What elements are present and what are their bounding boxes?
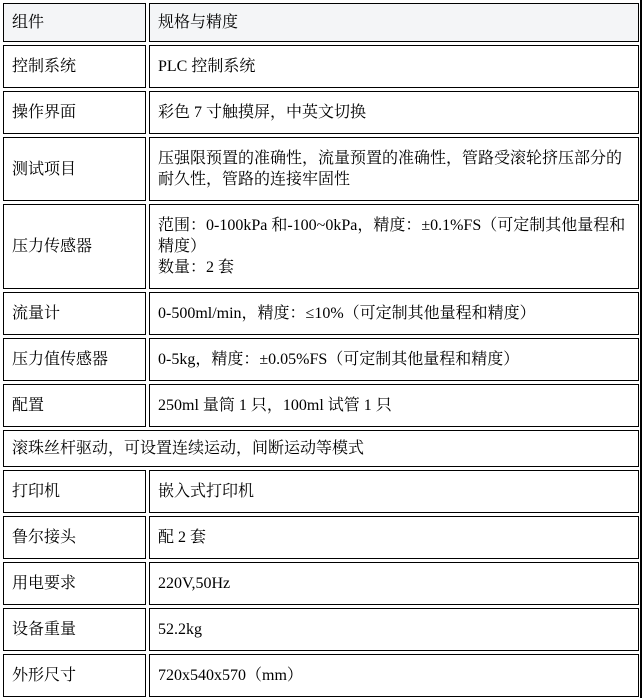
table-row (3, 470, 639, 513)
spec-value-cell (149, 562, 639, 605)
header-spec-cell: 规格与精度 (149, 3, 639, 42)
note-text: 滚珠丝杆驱动，可设置连续运动，间断运动等模式 (12, 440, 365, 457)
table-row (3, 338, 639, 381)
spec-value-cell (149, 384, 639, 427)
spec-value-line: 配 2 套 (158, 529, 207, 546)
spec-value-line: 0-500ml/min，精度：≤10%（可定制其他量程和精度） (158, 305, 536, 322)
table-row (3, 292, 639, 335)
table-row (3, 654, 639, 697)
table-row (3, 45, 639, 88)
component-label-cell: 压力传感器 (3, 204, 146, 289)
spec-value-line: 数量：2 套 (158, 259, 235, 276)
table-row (3, 430, 639, 467)
component-label-cell: 鲁尔接头 (3, 516, 146, 559)
component-label-cell: 用电要求 (3, 562, 146, 605)
spec-value-line: 压强限预置的准确性，流量预置的准确性，管路受滚轮挤压部分的耐久性，管路的连接牢固性 (158, 150, 623, 188)
component-label-cell: 压力值传感器 (3, 338, 146, 381)
spec-value-line: 0-5kg，精度：±0.05%FS（可定制其他量程和精度） (158, 351, 520, 368)
full-width-note-cell (3, 430, 639, 467)
component-label-cell: 配置 (3, 384, 146, 427)
spec-value-cell (149, 204, 639, 289)
component-label-cell: 设备重量 (3, 608, 146, 651)
spec-value-line: 范围：0-100kPa 和-100~0kPa，精度：±0.1%FS（可定制其他量程和精度） (158, 217, 626, 255)
component-label-cell: 打印机 (3, 470, 146, 513)
table-row (3, 384, 639, 427)
table-row (3, 204, 639, 289)
spec-value-cell (149, 91, 639, 134)
spec-value-cell (149, 608, 639, 651)
spec-value-line: 嵌入式打印机 (158, 483, 255, 500)
spec-value-cell (149, 137, 639, 201)
spec-value-cell (149, 654, 639, 697)
component-label-cell: 操作界面 (3, 91, 146, 134)
spec-value-line: 220V,50Hz (158, 575, 231, 592)
spec-value-line: PLC 控制系统 (158, 58, 256, 75)
table-row (3, 516, 639, 559)
spec-value-line: 250ml 量筒 1 只，100ml 试管 1 只 (158, 397, 392, 414)
table-row (3, 608, 639, 651)
spec-value-cell (149, 338, 639, 381)
component-label-cell: 流量计 (3, 292, 146, 335)
spec-value-cell (149, 292, 639, 335)
spec-value-line: 彩色 7 寸触摸屏，中英文切换 (158, 104, 367, 121)
table-row (3, 562, 639, 605)
spec-value-line: 52.2kg (158, 621, 202, 638)
component-label-cell: 外形尺寸 (3, 654, 146, 697)
spec-value-cell (149, 45, 639, 88)
table-row (3, 91, 639, 134)
table-row (3, 137, 639, 201)
spec-value-line: 720x540x570（mm） (158, 667, 303, 684)
header-component-cell: 组件 (3, 3, 146, 42)
spec-table-body (3, 45, 639, 697)
spec-value-cell (149, 470, 639, 513)
table-header-row (3, 3, 639, 42)
component-label-cell: 测试项目 (3, 137, 146, 201)
spec-value-cell (149, 516, 639, 559)
component-label-cell: 控制系统 (3, 45, 146, 88)
